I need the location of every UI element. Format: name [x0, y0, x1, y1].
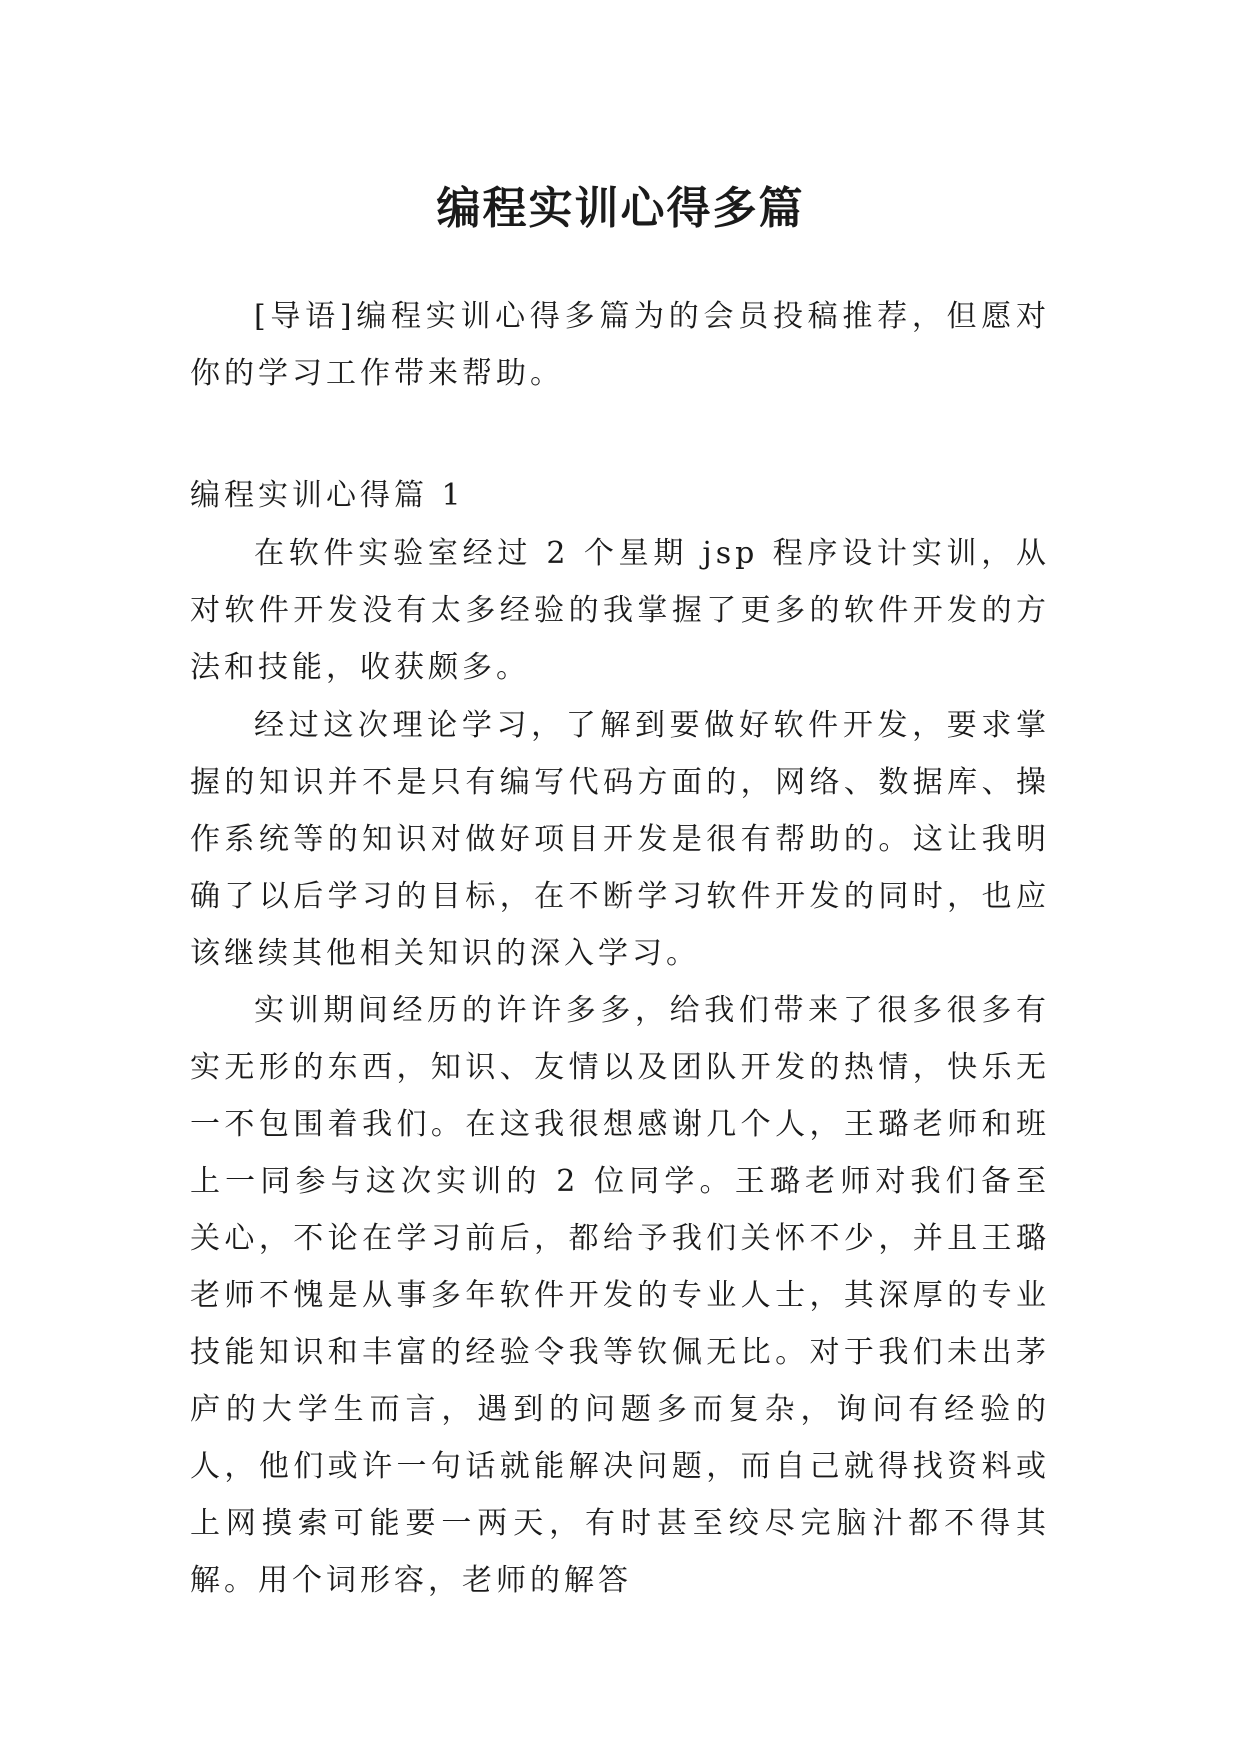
- body-paragraph-2: 经过这次理论学习，了解到要做好软件开发，要求掌握的知识并不是只有编写代码方面的，网络、数据库、操作系统等的知识对做好项目开发是很有帮助的。这让我明确了以后学习的目标，在不断学习软件开发的同时，也应该继续其他相关知识的深入学习。: [190, 708, 1050, 971]
- document-title: 编程实训心得多篇: [436, 183, 805, 235]
- intro-paragraph: [导语]编程实训心得多篇为的会员投稿推荐，但愿对你的学习工作带来帮助。: [190, 299, 1050, 391]
- body-paragraph-3: 实训期间经历的许许多多，给我们带来了很多很多有实无形的东西，知识、友情以及团队开发的热情，快乐无一不包围着我们。在这我很想感谢几个人，王璐老师和班上一同参与这次实训的 2 位同学。王璐老师对我们备至关心，不论在学习前后，都给予我们关怀不少，并且王璐老师不愧是从事多年软件开发的专业人士，其深厚的专业技能知识和丰富的经验令我等钦佩无比。对于我们未出茅庐的大学生而言，遇到的问题多而复杂，询问有经验的人，他们或许一句话就能解决问题，而自己就得找资料或上网摸索可能要一两天，有时甚至绞尽完脑汁都不得其解。用个词形容，老师的解答: [190, 993, 1050, 1598]
- body-paragraph-1: 在软件实验室经过 2 个星期 jsp 程序设计实训，从对软件开发没有太多经验的我掌握了更多的软件开发的方法和技能，收获颇多。: [190, 536, 1050, 685]
- section-heading: 编程实训心得篇 1: [190, 478, 465, 513]
